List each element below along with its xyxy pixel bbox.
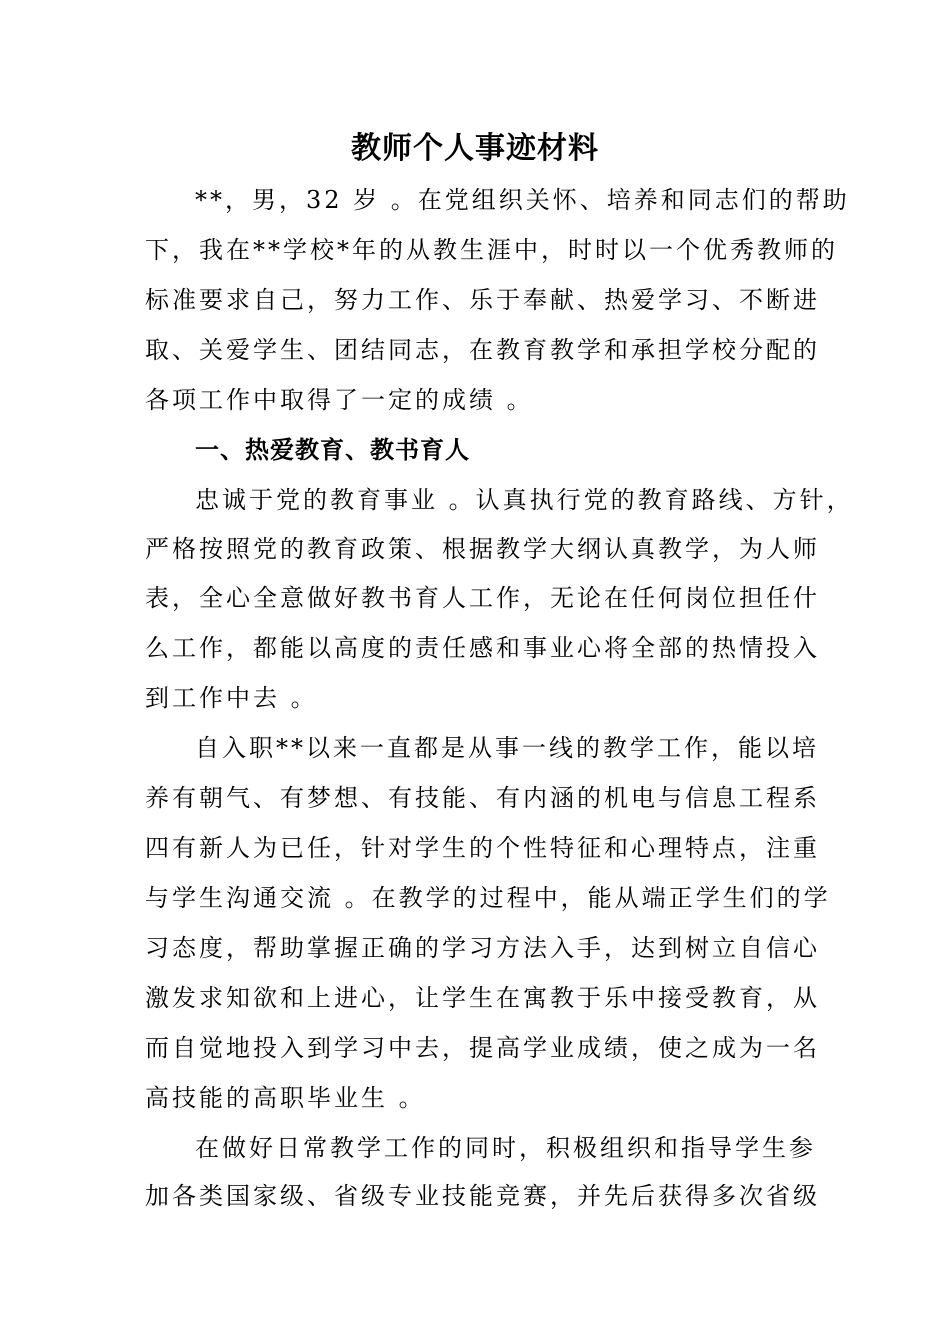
paragraph-line: 养有朝气、有梦想、有技能、有内涵的机电与信息工程系 xyxy=(145,784,820,812)
paragraph-line: 各项工作中取得了一定的成绩 。 xyxy=(145,386,534,414)
paragraph-line: 标准要求自己，努力工作、乐于奉献、热爱学习、不断进 xyxy=(145,286,820,314)
section-heading: 一、热爱教育、教书育人 xyxy=(195,435,470,464)
document-title: 教师个人事迹材料 xyxy=(351,131,599,166)
paragraph-line: 下，我在**学校*年的从教生涯中，时时以一个优秀教师的 xyxy=(145,236,838,264)
paragraph-line: 高技能的高职毕业生 。 xyxy=(145,1084,426,1112)
paragraph-line: **，男，32 岁 。在党组织关怀、培养和同志们的帮助 xyxy=(195,186,850,214)
paragraph-line: 四有新人为已任，针对学生的个性特征和心理特点，注重 xyxy=(145,834,820,862)
paragraph-line: 激发求知欲和上进心，让学生在寓教于乐中接受教育，从 xyxy=(145,984,820,1012)
paragraph-line: 而自觉地投入到学习中去，提高学业成绩，使之成为一名 xyxy=(145,1034,820,1062)
paragraph-line: 表，全心全意做好教书育人工作，无论在任何岗位担任什 xyxy=(145,584,820,612)
paragraph-line: 自入职**以来一直都是从事一线的教学工作，能以培 xyxy=(195,734,819,762)
paragraph-line: 习态度，帮助掌握正确的学习方法入手，达到树立自信心 xyxy=(145,934,820,962)
paragraph-line: 取、关爱学生、团结同志，在教育教学和承担学校分配的 xyxy=(145,336,820,364)
paragraph-line: 与学生沟通交流 。在教学的过程中，能从端正学生们的学 xyxy=(145,884,831,912)
paragraph-line: 忠诚于党的教育事业 。认真执行党的教育路线、方针， xyxy=(195,486,854,514)
paragraph-line: 在做好日常教学工作的同时，积极组织和指导学生参 xyxy=(195,1134,816,1162)
paragraph-line: 严格按照党的教育政策、根据教学大纲认真教学，为人师 xyxy=(145,535,820,563)
paragraph-line: 么工作，都能以高度的责任感和事业心将全部的热情投入 xyxy=(145,634,820,662)
paragraph-line: 到工作中去 。 xyxy=(145,684,318,712)
paragraph-line: 加各类国家级、省级专业技能竞赛，并先后获得多次省级 xyxy=(145,1182,820,1210)
